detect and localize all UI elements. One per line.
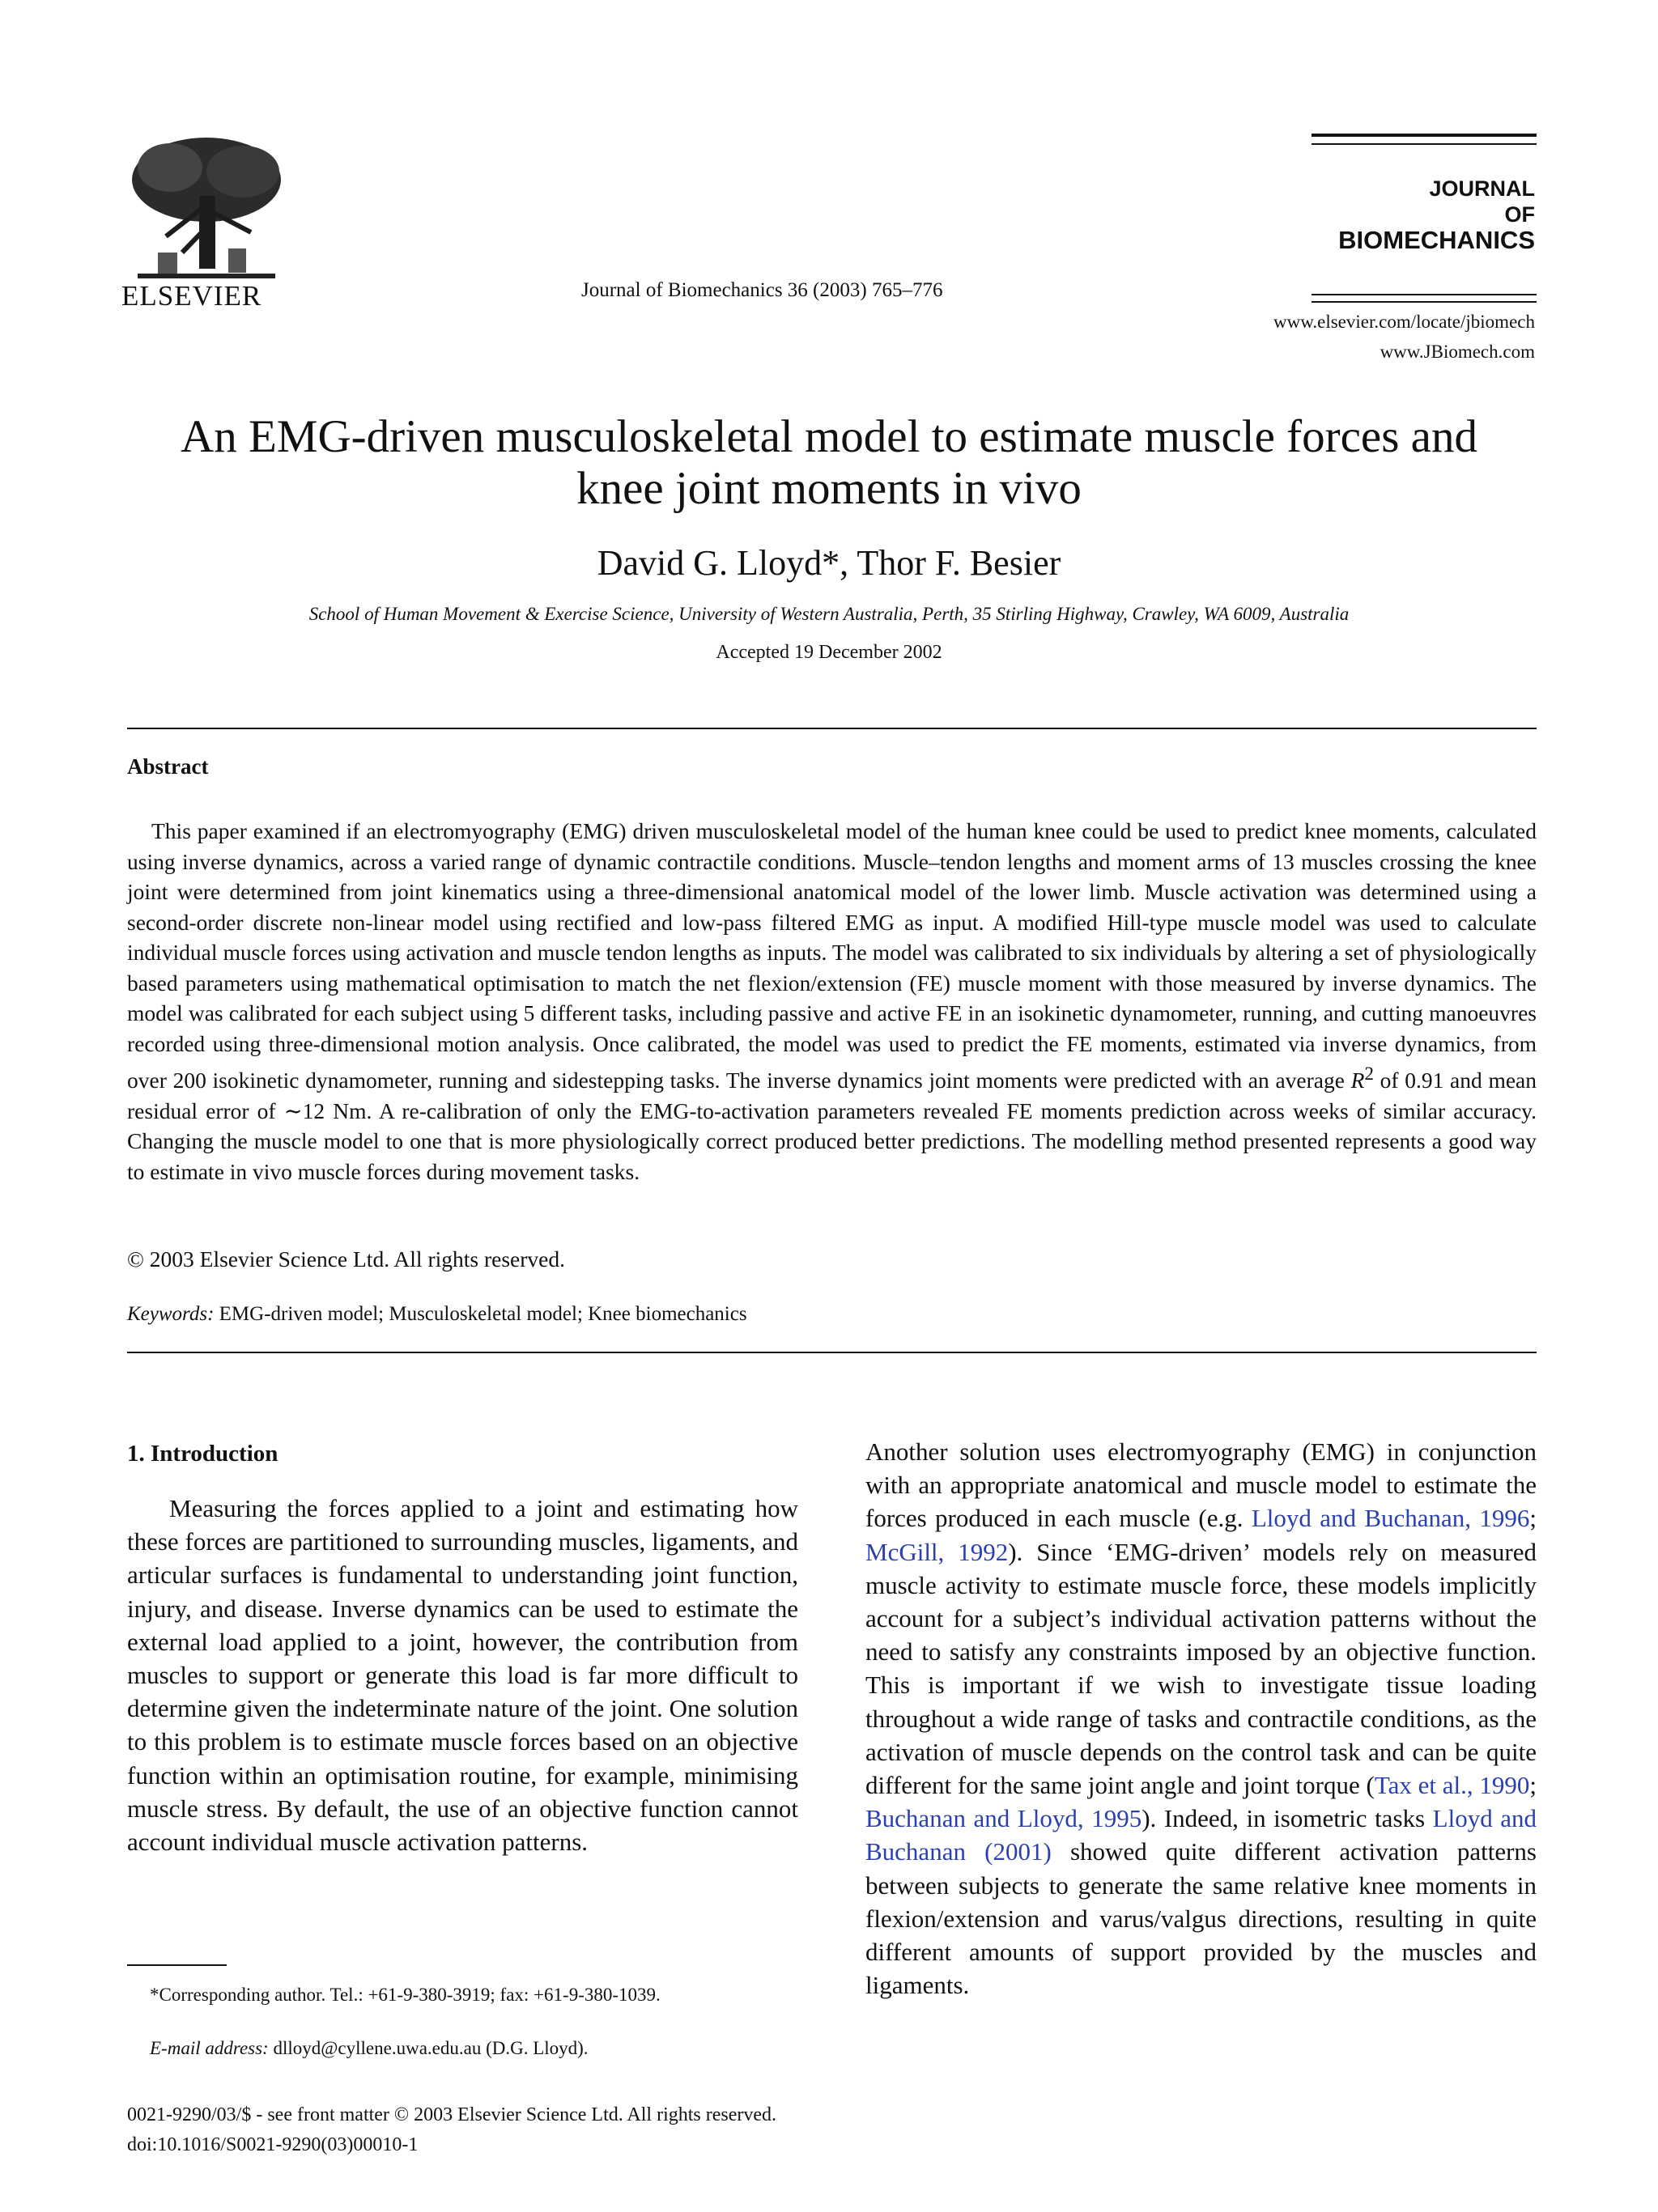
- body-text: Another solution uses electromyography (EMG) in conjunction with an appropriate anatomical and muscle model to estimate the forces produced in each muscle (e.g.: [865, 1437, 1537, 1533]
- journal-rule: [1312, 301, 1537, 303]
- intro-left-column: Measuring the forces applied to a joint and estimating how these forces are partitioned to surrounding muscles, ligaments, and articular surfaces is fundamental to understanding joint function, injury, and disease. Inverse dynamics can be used to estimate the external load applied to a joint, however, the contribution from muscles to support or generate this load is far more difficult to determine given the indeterminate nature of the joint. One solution to this problem is to estimate muscle forces based on an objective function within an optimisation routine, for example, minimising muscle stress. By default, the use of an objective function cannot account individual muscle activation patterns.: [127, 1494, 798, 1857]
- body-text: ;: [1529, 1771, 1537, 1800]
- citation-link[interactable]: Tax et al., 1990: [1374, 1771, 1530, 1800]
- journal-url-link[interactable]: www.JBiomech.com: [1380, 342, 1535, 362]
- body-text: ). Indeed, in isometric tasks: [1141, 1804, 1433, 1833]
- section-heading: 1. Introduction: [127, 1441, 278, 1467]
- publisher-name: ELSEVIER: [121, 280, 262, 312]
- journal-name-line: JOURNAL: [1429, 176, 1535, 201]
- keywords: [127, 1303, 747, 1326]
- citation-link[interactable]: Lloyd and Buchanan, 1996: [1251, 1504, 1530, 1533]
- abstract-text: This paper examined if an electromyography (EMG) driven musculoskeletal model of the human knee could be used to predict knee moments, calculated using inverse dynamics, across a varied range of dynamic contractile conditions. Muscle–tendon lengths and moment arms of 13 muscles crossing the knee joint were determined from joint kinematics using a three-dimensional anatomical model of the lower limb. Muscle activation was determined using a second-order discrete non-linear model using rectified and low-pass filtered EMG as input. A modified Hill-type muscle model was used to calculate individual muscle forces using activation and muscle tendon lengths as inputs. The model was calibrated to six individuals by altering a set of physiologically based parameters using mathematical optimisation to match the net flexion/extension (FE) muscle moment with those measured by inverse dynamics. The model was calibrated for each subject using 5 different tasks, including passive and active FE in an isokinetic dynamometer, running, and cutting manoeuvres recorded using three-dimensional motion analysis. Once calibrated, the model was used to predict the FE moments, estimated via inverse dynamics, from over 200 isokinetic dynamometer, running and sidestepping tasks. The inverse dynamics joint moments were predicted with an average: [127, 818, 1537, 1093]
- abstract-heading: Abstract: [127, 754, 209, 779]
- journal-citation: Journal of Biomechanics 36 (2003) 765–776: [581, 279, 943, 301]
- corresponding-author-note: *Corresponding author. Tel.: +61-9-380-3919; fax: +61-9-380-1039.: [150, 1985, 661, 2005]
- tree-logo-icon: [121, 131, 291, 285]
- email-label: E-mail address:: [150, 2038, 269, 2058]
- abstract-text: of 0.91 and mean residual error of ∼12 Nm. A re-calibration of only the EMG-to-activation parameters revealed FE moments prediction across weeks of similar accuracy. Changing the muscle model to one that is more physiologically correct produced better predictions. The modelling method presented represents a good way to estimate in vivo muscle forces during movement tasks.: [127, 1068, 1537, 1184]
- divider: [127, 1352, 1537, 1353]
- journal-rule: [1312, 134, 1537, 137]
- keywords-text: EMG-driven model; Musculoskeletal model; Knee biomechanics: [214, 1303, 747, 1325]
- body-text: ;: [1529, 1504, 1537, 1533]
- citation-link[interactable]: McGill, 1992: [865, 1537, 1009, 1566]
- journal-name-line: BIOMECHANICS: [1338, 226, 1535, 254]
- journal-rule: [1312, 143, 1537, 145]
- abstract-paragraph: [127, 816, 1537, 1187]
- citation-link[interactable]: Buchanan and Lloyd, 1995: [865, 1804, 1142, 1833]
- doi[interactable]: doi:10.1016/S0021-9290(03)00010-1: [127, 2134, 419, 2155]
- journal-url-link[interactable]: www.elsevier.com/locate/jbiomech: [1273, 312, 1535, 332]
- title-line: An EMG-driven musculoskeletal model to estimate muscle forces and: [181, 411, 1477, 462]
- paper-title: [121, 411, 1537, 515]
- accepted-date: Accepted 19 December 2002: [716, 642, 942, 663]
- email-note: [150, 2038, 589, 2059]
- r-symbol: R: [1350, 1068, 1365, 1093]
- authors: David G. Lloyd*, Thor F. Besier: [597, 543, 1061, 583]
- front-matter: 0021-9290/03/$ - see front matter © 2003 Elsevier Science Ltd. All rights reserved.: [127, 2104, 777, 2125]
- abstract-copyright: © 2003 Elsevier Science Ltd. All rights reserved.: [127, 1246, 565, 1272]
- divider: [127, 728, 1537, 729]
- intro-right-column: [865, 1435, 1537, 2002]
- citation-link[interactable]: Lloyd and Buchanan (2001): [865, 1804, 1537, 1866]
- body-text: ). Since ‘EMG-driven’ models rely on measured muscle activity to estimate muscle force, these models implicitly account for a subject’s individual activation patterns without the need to satisfy any constraints imposed by an objective function. This is important if we wish to investigate tissue loading throughout a wide range of tasks and contractile conditions, as the activation of muscle depends on the control task and can be quite different for the same joint angle and joint torque (: [865, 1537, 1537, 1800]
- r-exponent: 2: [1364, 1064, 1374, 1084]
- journal-rule: [1312, 294, 1537, 295]
- journal-name: [1338, 176, 1535, 253]
- journal-name-line: OF: [1504, 202, 1535, 227]
- keywords-label: Keywords:: [127, 1303, 215, 1325]
- abstract-body: [127, 816, 1537, 1187]
- body-text: showed quite different activation patterns between subjects to generate the same relative knee moments in flexion/extension and varus/valgus directions, resulting in quite different amounts of support provided by the muscles and ligaments.: [865, 1837, 1537, 2000]
- title-line: knee joint moments in vivo: [576, 463, 1082, 514]
- footnote-rule: [127, 1964, 227, 1966]
- affiliation: School of Human Movement & Exercise Science, University of Western Australia, Perth, 35 Stirling Highway, Crawley, WA 6009, Australia: [308, 604, 1350, 624]
- email-address[interactable]: dlloyd@cyllene.uwa.edu.au (D.G. Lloyd).: [268, 2038, 589, 2058]
